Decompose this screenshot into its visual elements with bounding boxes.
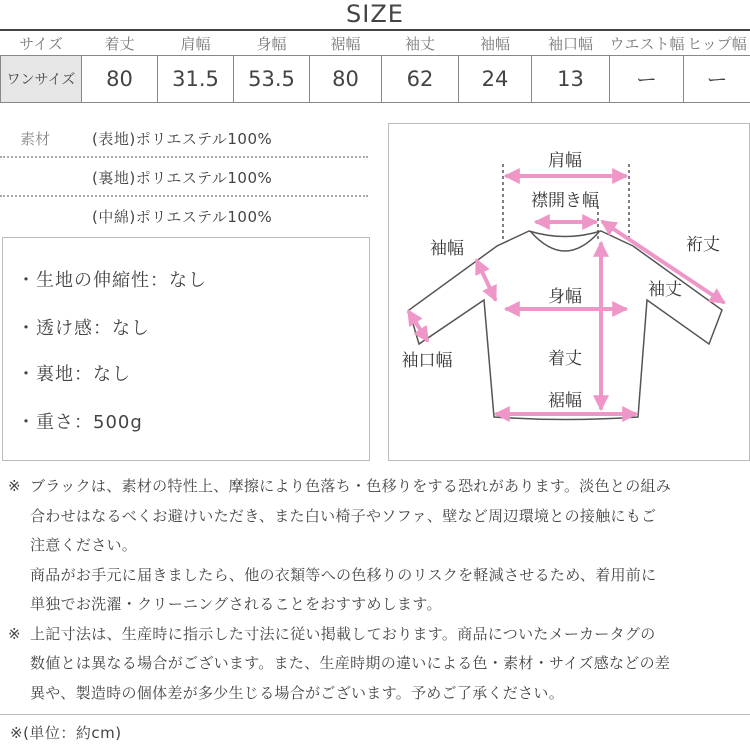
label-hem-width: 裾幅 bbox=[548, 391, 582, 411]
note-color-transfer bbox=[8, 472, 744, 620]
size-table bbox=[0, 31, 750, 103]
notes-section bbox=[8, 472, 744, 708]
note-line: 注意ください。 bbox=[30, 536, 138, 554]
size-table-row bbox=[1, 56, 750, 103]
material-lining: (裏地)ポリエステル100% bbox=[92, 169, 273, 187]
unit-note: ※(単位：約cm) bbox=[10, 724, 122, 742]
property-weight: ・重さ：500g bbox=[17, 412, 143, 433]
label-shoulder: 肩幅 bbox=[548, 151, 582, 171]
note-line: 商品がお手元に届きましたら、他の衣類等への色移りのリスクを軽減させるため、着用前に bbox=[30, 565, 657, 584]
cell-cuff-width: 13 bbox=[532, 56, 610, 103]
header-sleeve-width: 袖幅 bbox=[479, 34, 510, 53]
cell-body-width: 53.5 bbox=[234, 56, 310, 103]
note-line: 単独でお洗濯・クリーニングされることをおすすめします。 bbox=[30, 595, 442, 613]
material-row bbox=[0, 196, 365, 234]
material-label: 素材 bbox=[20, 130, 51, 148]
property-lining: ・裏地：なし bbox=[17, 364, 131, 385]
header-length: 着丈 bbox=[104, 34, 135, 53]
label-body-width: 身幅 bbox=[548, 287, 582, 307]
footer-divider bbox=[0, 714, 750, 715]
note-line: 数値とは異なる場合がございます。また、生産時期の違いによる色・素材・サイズ感などの差 bbox=[30, 654, 671, 672]
material-padding: (中綿)ポリエステル100% bbox=[92, 208, 273, 226]
size-title: SIZE bbox=[346, 0, 404, 28]
material-row bbox=[0, 157, 365, 195]
cell-length: 80 bbox=[82, 56, 158, 103]
header-size: サイズ bbox=[19, 34, 63, 53]
cell-hem-width: 80 bbox=[310, 56, 382, 103]
material-row bbox=[0, 118, 365, 156]
label-sleeve-width: 袖幅 bbox=[430, 239, 464, 259]
note-line: 異や、製造時の個体差が多少生じる場合がございます。予めご了承ください。 bbox=[30, 683, 565, 702]
material-outer: (表地)ポリエステル100% bbox=[92, 130, 273, 148]
note-line: 合わせはなるべくお避けいただき、また白い椅子やソファ、壁など周辺環境との接触にもご bbox=[30, 506, 657, 525]
label-neck-width: 襟開き幅 bbox=[531, 191, 599, 211]
label-sleeve-length: 袖丈 bbox=[648, 280, 682, 300]
header-shoulder: 肩幅 bbox=[180, 34, 211, 53]
size-table-header-row bbox=[1, 31, 750, 56]
header-hem-width: 裾幅 bbox=[330, 34, 361, 53]
note-line: ブラックは、素材の特性上、摩擦により色落ち・色移りをする恐れがあります。淡色との組み bbox=[30, 477, 672, 495]
cell-sleeve-length: 62 bbox=[382, 56, 459, 103]
label-yuki: 裄丈 bbox=[686, 235, 720, 255]
note-mark: ※ bbox=[8, 477, 21, 495]
cell-shoulder: 31.5 bbox=[158, 56, 234, 103]
header-sleeve-length: 袖丈 bbox=[404, 34, 435, 53]
property-stretch: ・生地の伸縮性：なし bbox=[17, 270, 207, 291]
cell-waist-width: ー bbox=[610, 56, 684, 103]
sleeve-width-arrow bbox=[477, 261, 495, 299]
note-line: 上記寸法は、生産時に指示した寸法に従い掲載しております。商品についたメーカータグの bbox=[30, 624, 656, 643]
measurement-diagram bbox=[388, 123, 750, 461]
cuff-width-arrow bbox=[409, 312, 427, 340]
label-total-length: 着丈 bbox=[548, 349, 582, 369]
row-size-label: ワンサイズ bbox=[1, 56, 82, 103]
label-cuff-width: 袖口幅 bbox=[401, 351, 453, 371]
fabric-properties-box bbox=[2, 237, 370, 461]
header-hip-width: ヒップ幅 bbox=[687, 34, 747, 53]
cell-hip-width: ー bbox=[684, 56, 750, 103]
note-measurements bbox=[8, 620, 744, 709]
garment-diagram-svg bbox=[389, 124, 749, 460]
property-sheerness: ・透け感：なし bbox=[17, 318, 150, 339]
cell-sleeve-width: 24 bbox=[459, 56, 532, 103]
header-body-width: 身幅 bbox=[256, 34, 287, 53]
note-mark: ※ bbox=[8, 624, 21, 643]
header-waist-width: ウエスト幅 bbox=[609, 34, 685, 53]
header-cuff-width: 袖口幅 bbox=[547, 34, 593, 53]
